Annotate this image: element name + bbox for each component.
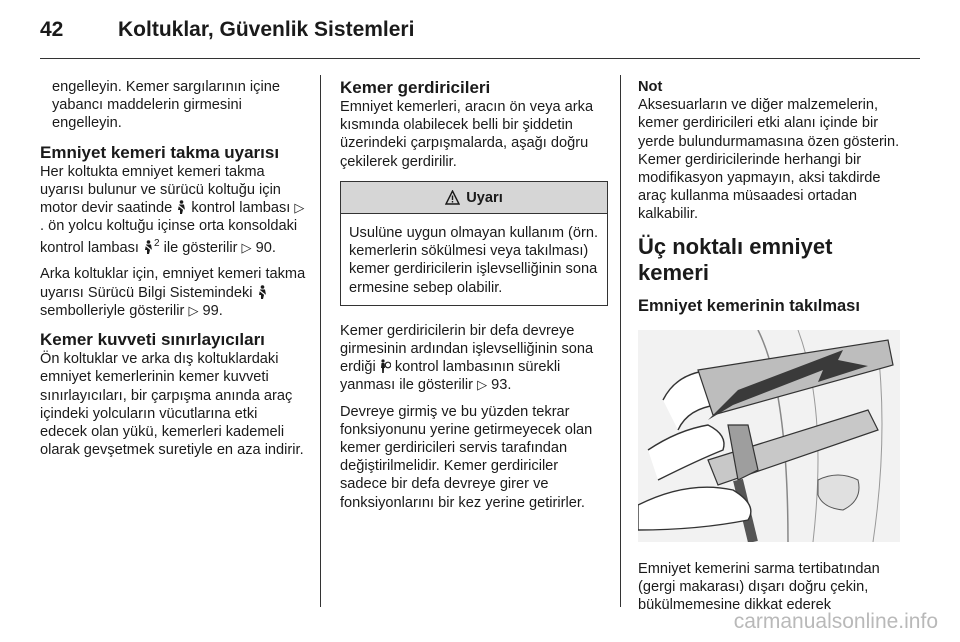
fastening-subheading: Emniyet kemerinin takılması: [638, 296, 860, 315]
page-ref-arrow-icon: ▷: [294, 200, 305, 216]
column-divider: [620, 75, 621, 607]
page-reference[interactable]: 93: [491, 377, 508, 394]
figure-caption: Emniyet kemerini sarma tertibatından (gergi makarası) dışarı doğru çekin, bükülmemesine dikkat ederek: [638, 560, 880, 614]
warning-body: Usulüne uygun olmayan kullanım (örn. kemerlerin sökülmesi veya takılması) kemer gerdiricilerin işlevselliğinin sona ermesine sebep olabilir.: [349, 225, 599, 296]
header-rule: [40, 58, 920, 59]
section-title: Koltuklar, Güvenlik Sistemleri: [118, 18, 415, 41]
column-2: [340, 78, 608, 520]
page-ref-arrow-icon: ▷: [241, 240, 252, 256]
page-ref-arrow-icon: ▷: [477, 377, 488, 393]
intro-paragraph: engelleyin. Kemer sargılarının içine yabancı maddelerin girmesini engelleyin.: [52, 79, 280, 132]
rear-seat-paragraph: Arka koltuklar için, emniyet kemeri takma uyarısı Sürücü Bilgi Sistemindeki sembolleriyle gösterilir ▷ 99.: [40, 266, 306, 319]
force-limiters-heading: Kemer kuvveti sınırlayıcıları: [40, 330, 265, 350]
note-title: Not: [638, 79, 663, 95]
seatbelt-passenger-icon: [143, 240, 154, 254]
page-number: 42: [40, 18, 64, 41]
seatbelt-icon: [176, 200, 187, 214]
watermark: carmanualsonline.info: [733, 610, 938, 633]
page-reference[interactable]: 99: [202, 302, 219, 319]
pretensioner-lamp-paragraph: Kemer gerdiricilerin bir defa devreye girmesinin ardından işlevselliğinin sona erdiği kontrol lambasının sürekli yanması ile gösterilir ▷ 93.: [340, 322, 594, 394]
pretensioners-intro: Emniyet kemerleri, aracın ön veya arka kısmında olabilecek belli bir şiddetin üzerindeki çarpışmalarda, aşağı doğru çekilerek gerdirilir.: [340, 99, 594, 170]
column-1: [40, 78, 308, 467]
seatbelt-illustration: [638, 330, 900, 542]
seatbelt-warning-heading: Emniyet kemeri takma uyarısı: [40, 142, 280, 162]
column-3: [638, 78, 906, 622]
replacement-paragraph: Devreye girmiş ve bu yüzden tekrar fonksiyonunu yerine getirmeyecek olan kemer gerdiricileri servis tarafından değiştirilmelidir. Kemer gerdiriciler sadece bir defa devreye girer ve fonksiyonlarını bir kez yerine getirirler.: [340, 403, 593, 511]
page-reference[interactable]: 90: [255, 240, 272, 257]
seatbelt-warning-paragraph: Her koltukta emniyet kemeri takma uyarısı bulunur ve sürücü koltuğu için motor devir saatinde kontrol lambası ▷ . ön yolcu koltuğu içinse orta konsoldaki kontrol lambası $^2$ ile gösterilir ▷ 90.: [40, 163, 305, 257]
seatbelt-icon: [257, 285, 268, 299]
warning-header: [341, 182, 607, 214]
page-header: [40, 18, 414, 48]
column-divider: [320, 75, 321, 607]
warning-box: [340, 181, 608, 306]
airbag-pretensioner-icon: [380, 359, 391, 373]
note-body: Aksesuarların ve diğer malzemelerin, kemer gerdiricileri etki alanı içinde bir yerde bulundurmamasına özen gösterin. Kemer gerdiricilerinde herhangi bir modifikasyon yapmayın, aksi takdirde araç kullanma müsaadesi ortadan kalkabilir.: [638, 97, 900, 223]
three-point-belt-heading: Üç noktalı emniyet kemeri: [638, 233, 833, 285]
warning-title: Uyarı: [466, 189, 503, 206]
page-ref-arrow-icon: ▷: [188, 302, 199, 318]
pretensioners-heading: Kemer gerdiricileri: [340, 78, 491, 97]
seatbelt-fastening-drawing: [638, 330, 900, 542]
force-limiters-paragraph: Ön koltuklar ve arka dış koltuklardaki emniyet kemerlerinin kemer kuvveti sınırlayıcıları, bir çarpışma anında araç içindeki yolcuların vücutlarına etki edecek olan yükü, kemerleri kademeli olarak gevşetmek suretiyle en aza indirir.: [40, 351, 304, 459]
warning-triangle-icon: [445, 190, 460, 205]
